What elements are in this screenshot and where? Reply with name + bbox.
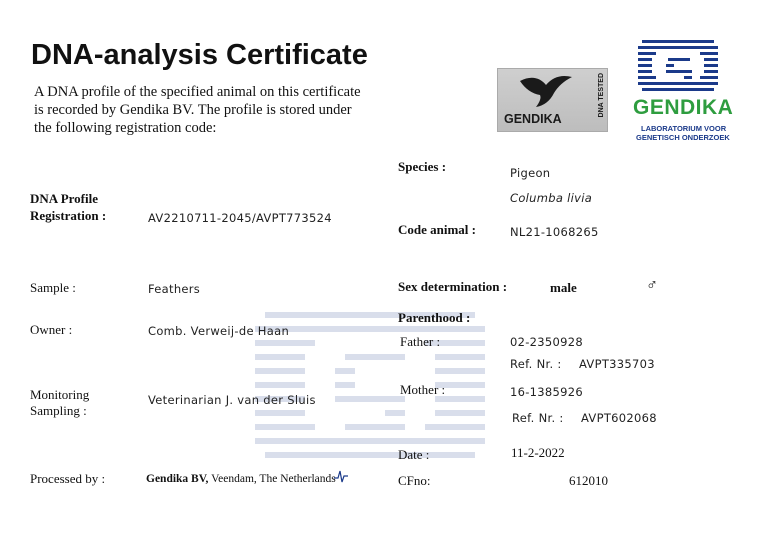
code-animal-label: Code animal : <box>398 222 476 237</box>
processed-value-company: Gendika BV, <box>146 473 209 485</box>
parenthood-label: Parenthood : <box>398 310 471 325</box>
logo-subtitle-line1: LABORATORIUM VOOR <box>641 124 727 133</box>
mother-ref-value: AVPT602068 <box>581 411 657 425</box>
date-value: 11-2-2022 <box>511 445 565 460</box>
mother-label: Mother : <box>400 382 446 397</box>
monitoring-label-line1: Monitoring <box>30 387 90 402</box>
father-ref-label: Ref. Nr. : <box>510 357 562 371</box>
monitoring-value: Veterinarian J. van der Sluis <box>148 393 316 407</box>
dove-icon <box>516 71 576 111</box>
badge-brand: GENDIKA <box>504 112 562 126</box>
sex-determination-label: Sex determination : <box>398 279 508 294</box>
male-symbol-icon: ♂ <box>646 277 658 294</box>
sample-value: Feathers <box>148 282 201 296</box>
processed-value-location: Veendam, The Netherlands <box>208 473 336 485</box>
cfno-value: 612010 <box>569 473 608 488</box>
mother-value: 16-1385926 <box>510 385 583 399</box>
species-latin: Columba livia <box>510 191 593 205</box>
processed-value <box>146 473 336 485</box>
registration-label-line1: DNA Profile <box>30 191 98 206</box>
intro-text: A DNA profile of the specified animal on this certificate is recorded by Gendika BV. The profile is stored under the following registration code: <box>34 84 361 136</box>
date-label: Date : <box>398 447 430 462</box>
gendika-logo-icon <box>638 40 718 92</box>
certificate-title: DNA-analysis Certificate <box>31 39 368 71</box>
signature <box>333 468 349 484</box>
dna-tested-badge <box>497 68 608 132</box>
monitoring-label-line2: Sampling : <box>30 403 87 418</box>
species-common: Pigeon <box>510 166 551 180</box>
cfno-label: CFno: <box>398 473 431 488</box>
code-animal-value: NL21-1068265 <box>510 225 599 239</box>
logo-name: GENDIKA <box>633 96 734 119</box>
logo-subtitle-line2: GENETISCH ONDERZOEK <box>636 133 730 142</box>
sample-label: Sample : <box>30 280 76 295</box>
registration-label-line2: Registration : <box>30 208 107 223</box>
mother-ref-label: Ref. Nr. : <box>512 411 564 425</box>
owner-label: Owner : <box>30 322 73 337</box>
species-label: Species : <box>398 159 447 174</box>
father-label: Father : <box>400 334 441 349</box>
father-value: 02-2350928 <box>510 335 583 349</box>
registration-value: AV2210711-2045/AVPT773524 <box>148 211 332 225</box>
processed-label: Processed by : <box>30 471 106 486</box>
badge-side-text: DNA TESTED <box>598 73 605 118</box>
owner-value: Comb. Verweij-de Haan <box>148 324 290 338</box>
father-ref-value: AVPT335703 <box>579 357 655 371</box>
sex-value: male <box>550 280 577 295</box>
